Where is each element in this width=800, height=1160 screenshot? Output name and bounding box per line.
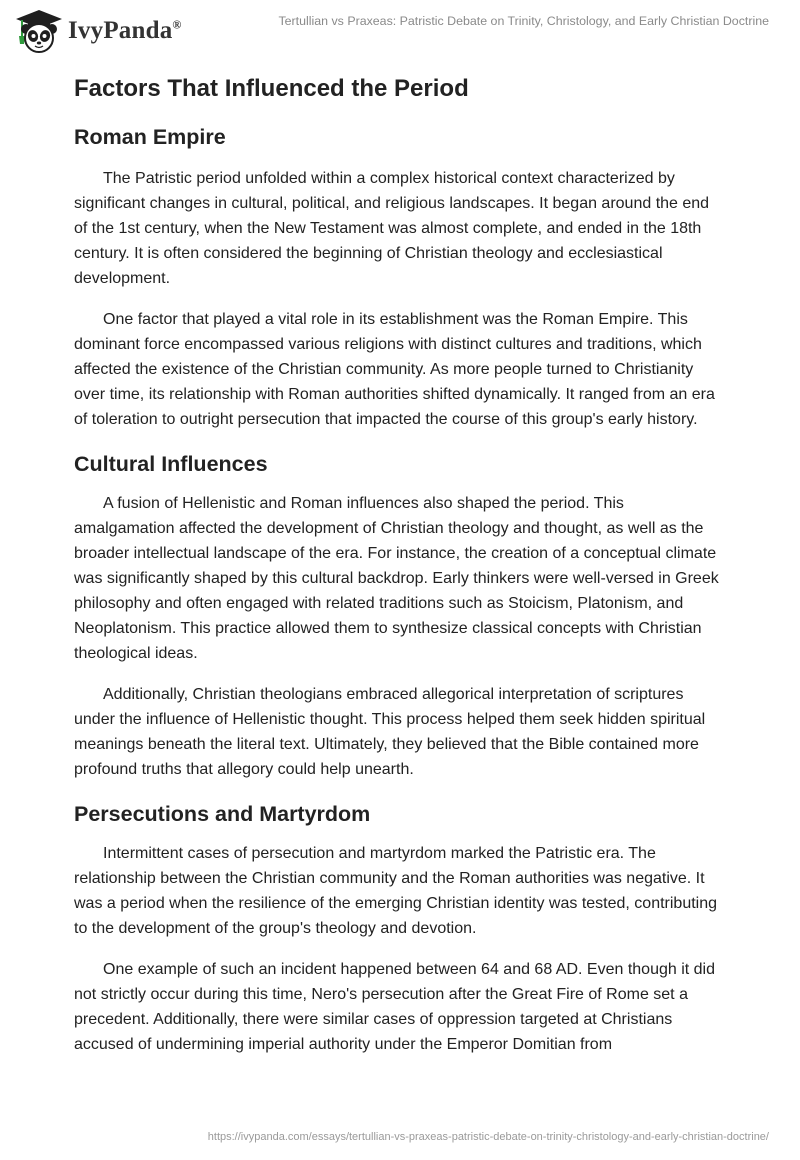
paragraph: A fusion of Hellenistic and Roman influences also shaped the period. This amalgamation affected the development of Christian theology and thought, as well as the broader intellectual landscape of the era. For instance, the creation of a conceptual climate was significantly shaped by this cultural backdrop. Early thinkers were well-versed in Greek philosophy and often engaged with related traditions such as Stoicism, Platonism, and Neoplatonism. This practice allowed them to synthesize classical concepts with Christian theological ideas. xyxy=(74,495,719,662)
paragraph: One example of such an incident happened between 64 and 68 AD. Even though it did not strictly occur during this time, Nero's persecution after the Great Fire of Rome set a precedent. Additionally, there were similar cases of oppression targeted at Christians accused of undermining imperial authority under the Emperor Domitian from xyxy=(74,961,715,1053)
registered-mark: ® xyxy=(172,17,182,32)
article-body xyxy=(74,72,726,1057)
section-heading-cultural-influences: Cultural Influences xyxy=(74,452,268,476)
paragraph: Additionally, Christian theologians embraced allegorical interpretation of scriptures under the influence of Hellenistic thought. This process helped them seek hidden spiritual meanings beneath the literal text. Ultimately, they believed that the Bible contained more profound truths that allegory could help unearth. xyxy=(74,686,706,778)
section-heading-roman-empire: Roman Empire xyxy=(74,125,226,149)
section-heading-persecutions: Persecutions and Martyrdom xyxy=(74,802,371,826)
paragraph: One factor that played a vital role in its establishment was the Roman Empire. This dominant force encompassed various religions with distinct cultures and traditions, which affected the existence of the Christian community. As more people turned to Christianity over time, its relationship with Roman authorities shifted dynamically. It ranged from an era of toleration to outright persecution that impacted the course of this group's early history. xyxy=(74,311,715,428)
panda-graduate-icon xyxy=(14,8,64,54)
source-url-link[interactable]: https://ivypanda.com/essays/tertullian-vs-praxeas-patristic-debate-on-trinity-christology-and-early-christian-doctrine/ xyxy=(207,1131,769,1143)
logo-text: IvyPanda xyxy=(68,17,173,44)
document-title: Tertullian vs Praxeas: Patristic Debate on Trinity, Christology, and Early Christian Doctrine xyxy=(278,14,769,28)
paragraph: The Patristic period unfolded within a complex historical context characterized by significant changes in cultural, political, and religious landscapes. It began around the end of the 1st century, when the New Testament was almost complete, and ended in the 18th century. It is often considered the beginning of Christian theology and ecclesiastical development. xyxy=(74,170,710,287)
page-header xyxy=(0,0,800,60)
ivypanda-logo[interactable] xyxy=(14,8,182,54)
logo-wordmark xyxy=(68,17,182,45)
paragraph: Intermittent cases of persecution and martyrdom marked the Patristic era. The relationship between the Christian community and the Roman authorities was negative. It was a period when the resilience of the emerging Christian identity was tested, contributing to the development of the group's theology and devotion. xyxy=(74,845,718,937)
article-heading: Factors That Influenced the Period xyxy=(74,75,469,102)
